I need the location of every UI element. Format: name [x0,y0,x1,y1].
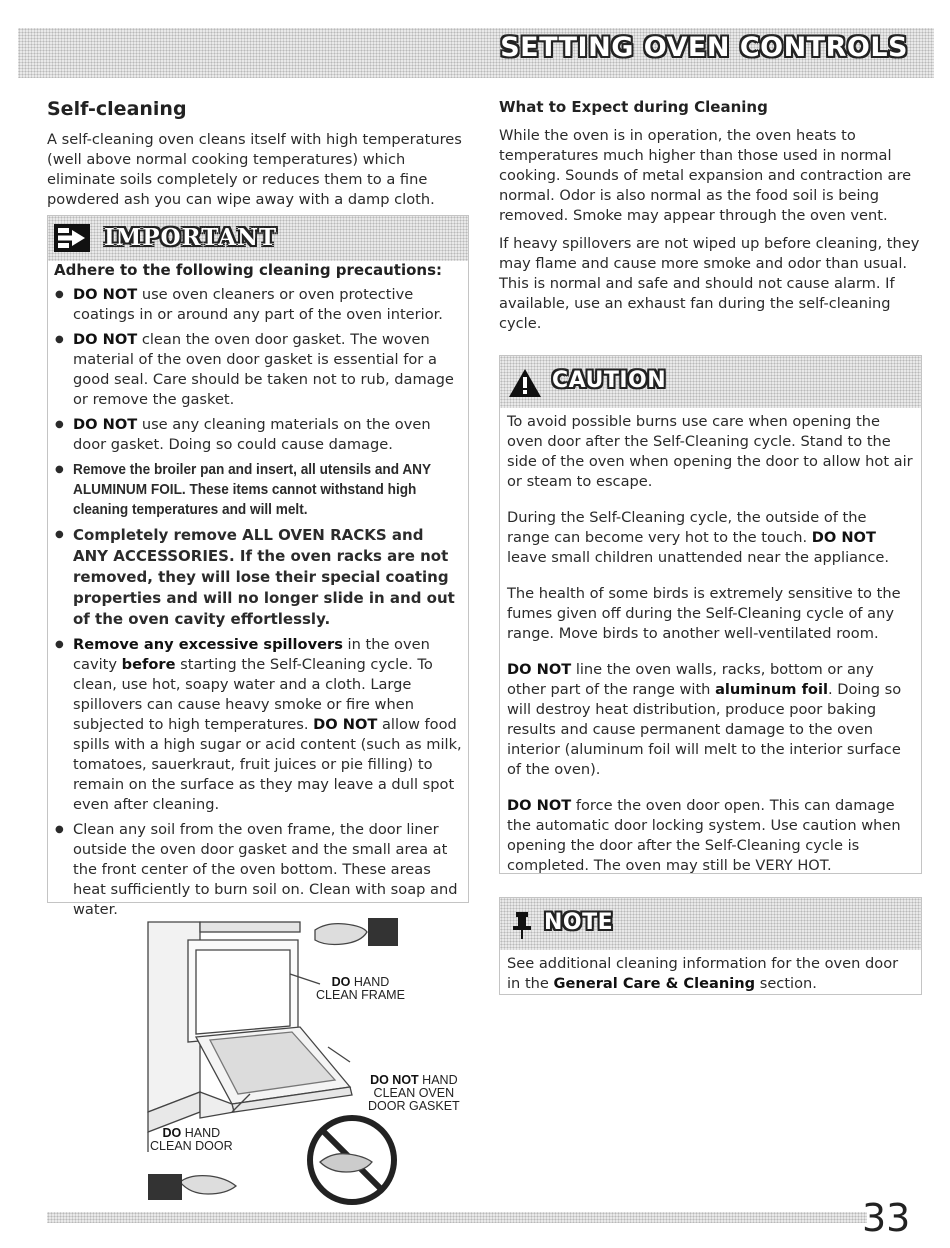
note-box [499,897,922,995]
section-title: Self-cleaning [47,98,187,120]
list-item: ● Remove any excessive spillovers in the oven cavity before starting the Self-Cleaning cycle. To clean, use hot, soapy water and a cloth. Large spillovers can cause heavy smoke or fire when subjected to high temperatures. DO NOT allow food spills with a high sugar or acid content (such as milk, tomatoes, sauerkraut, fruit juices or pie filling) to remain on the surface as they may leave a dull spot even after cleaning. [54,635,462,815]
note-header [500,898,921,950]
label-clean-door: DO HAND CLEAN DOOR [150,1126,233,1153]
section-intro: A self-cleaning oven cleans itself with high temperatures (well above normal cooking temperatures) which eliminate soils completely or reduces them to a fine powdered ash you can wipe away with a damp cloth. [47,131,462,208]
note-text: See additional cleaning information for the oven door in the General Care & Cleaning section. [507,955,899,992]
important-box [47,215,469,918]
label-door-gasket: DO NOT HAND CLEAN OVEN DOOR GASKET [368,1073,460,1113]
footer-strip [47,1212,867,1223]
caution-p2: During the Self-Cleaning cycle, the outside of the range can become very hot to the touch. DO NOT leave small children unattended near the appliance. [507,509,890,566]
list-item: ● Clean any soil from the oven frame, the door liner outside the oven door gasket and the small area at the front center of the oven bottom. These areas heat sufficiently to burn soil on. Clean with soap and water. [54,820,462,920]
note-label: NOTE [544,910,614,935]
caution-p1: To avoid possible burns use care when opening the oven door after the Self-Cleaning cycle. Stand to the side of the oven when opening the door to allow hot air or steam to escape. [507,413,913,490]
pushpin-icon [510,910,534,940]
precautions-list [54,285,462,920]
important-heading: Adhere to the following cleaning precautions: [54,261,443,279]
caution-p4: DO NOT line the oven walls, racks, bottom or any other part of the range with aluminum foil. Doing so will destroy heat distribution, produce poor baking results and cause permanent damage to the oven interior (aluminum foil will melt to the interior surface of the oven). [507,661,902,778]
what-to-expect-p1: While the oven is in operation, the oven heats to temperatures much higher than those used in normal cooking. Sounds of metal expansion and contraction are normal. Odor is also normal as the food soil is being removed. Smoke may appear through the oven vent. [499,127,912,224]
caution-header [500,356,921,408]
important-content [54,261,462,925]
list-item: ● DO NOT use any cleaning materials on the oven door gasket. Doing so could cause damage. [54,415,462,455]
list-item: ● DO NOT clean the oven door gasket. The woven material of the oven door gasket is essential for a good seal. Care should be taken not to rub, damage or remove the gasket. [54,330,462,410]
list-item: ● DO NOT use oven cleaners or oven protective coatings in or around any part of the oven interior. [54,285,462,325]
important-label: IMPORTANT [104,224,278,251]
caution-p3: The health of some birds is extremely sensitive to the fumes given off during the Self-Cleaning cycle of any range. Move birds to another well-ventilated room. [507,585,901,642]
oven-diagram-icon [140,912,470,1212]
list-item: ● Remove the broiler pan and insert, all utensils and ANY ALUMINUM FOIL. These items cannot withstand high cleaning temperatures and will melt. [54,460,462,520]
caution-box [499,355,922,874]
what-to-expect-title: What to Expect during Cleaning [499,98,768,116]
list-item: ● Completely remove ALL OVEN RACKS and ANY ACCESSORIES. If the oven racks are not removed, they will lose their special coating properties and will no longer slide in and out of the oven cavity effortlessly. [54,525,462,630]
label-clean-frame: DO HAND CLEAN FRAME [316,975,405,1002]
warning-triangle-icon [508,368,542,398]
what-to-expect-p2: If heavy spillovers are not wiped up before cleaning, they may flame and cause more smoke and odor than usual. This is normal and safe and should not cause alarm. If available, use an exhaust fan during the self-cleaning cycle. [499,235,920,332]
page-header [18,28,934,78]
caution-p5: DO NOT force the oven door open. This can damage the automatic door locking system. Use caution when opening the door after the Self-Cleaning cycle is completed. The oven may still be VERY HOT. [507,797,901,874]
oven-cleaning-illustration [140,912,470,1212]
arrow-right-icon [54,224,90,252]
important-header [48,216,468,261]
right-column [499,98,923,342]
caution-label: CAUTION [552,368,667,393]
caution-body [500,408,921,900]
page-number: 33 [862,1196,911,1240]
note-body [500,950,921,1018]
page-title: SETTING OVEN CONTROLS [500,32,908,63]
